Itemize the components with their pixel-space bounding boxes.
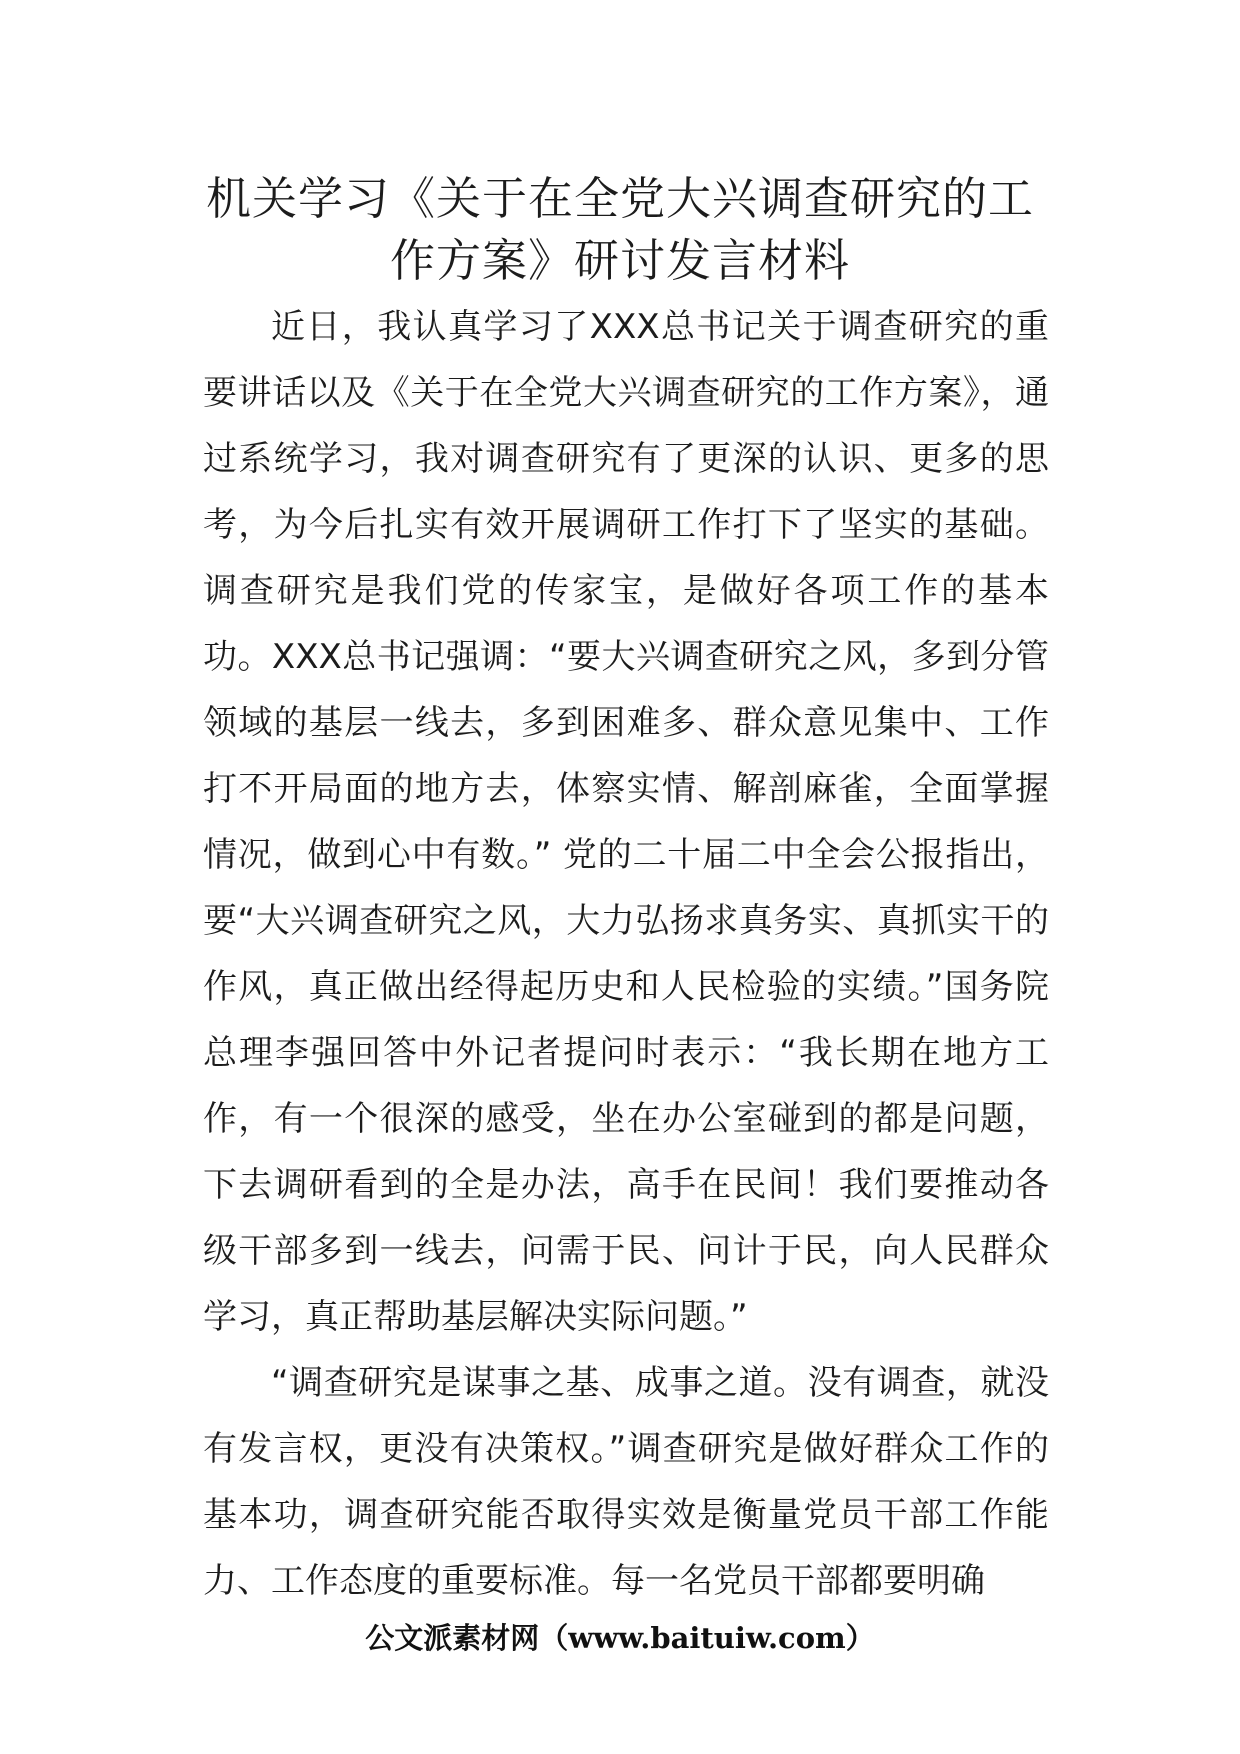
body-paragraph: “调查研究是谋事之基、成事之道。没有调查，就没有发言权，更没有决策权。”调查研究是做好群众工作的基本功，调查研究能否取得实效是衡量党员干部工作能力、工作态度的重要标准。每一名党员干部都要明确 — [203, 1363, 1049, 1601]
document-title: 机关学习《关于在全党大兴调查研究的工作方案》研讨发言材料 — [205, 172, 1034, 287]
footer-watermark: 公文派素材网（www.baituiw.com） — [365, 1621, 875, 1655]
body-paragraph: 近日，我认真学习了XXX总书记关于调查研究的重要讲话以及《关于在全党大兴调查研究的工作方案》，通过系统学习，我对调查研究有了更深的认识、更多的思考，为今后扎实有效开展调研工作打下了坚实的基础。调查研究是我们党的传家宝，是做好各项工作的基本功。XXX总书记强调：“要大兴调查研究之风，多到分管领域的基层一线去，多到困难多、群众意见集中、工作打不开局面的地方去，体察实情、解剖麻雀，全面掌握情况，做到心中有数。” 党的二十届二中全会公报指出，要“大兴调查研究之风，大力弘扬求真务实、真抓实干的作风，真正做出经得起历史和人民检验的实绩。”国务院总理李强回答中外记者提问时表示：“我长期在地方工作，有一个很深的感受，坐在办公室碰到的都是问题，下去调研看到的全是办法，高手在民间！我们要推动各级干部多到一线去，问需于民、问计于民，向人民群众学习，真正帮助基层解决实际问题。” — [203, 307, 1049, 1337]
document-body — [203, 294, 1049, 1614]
